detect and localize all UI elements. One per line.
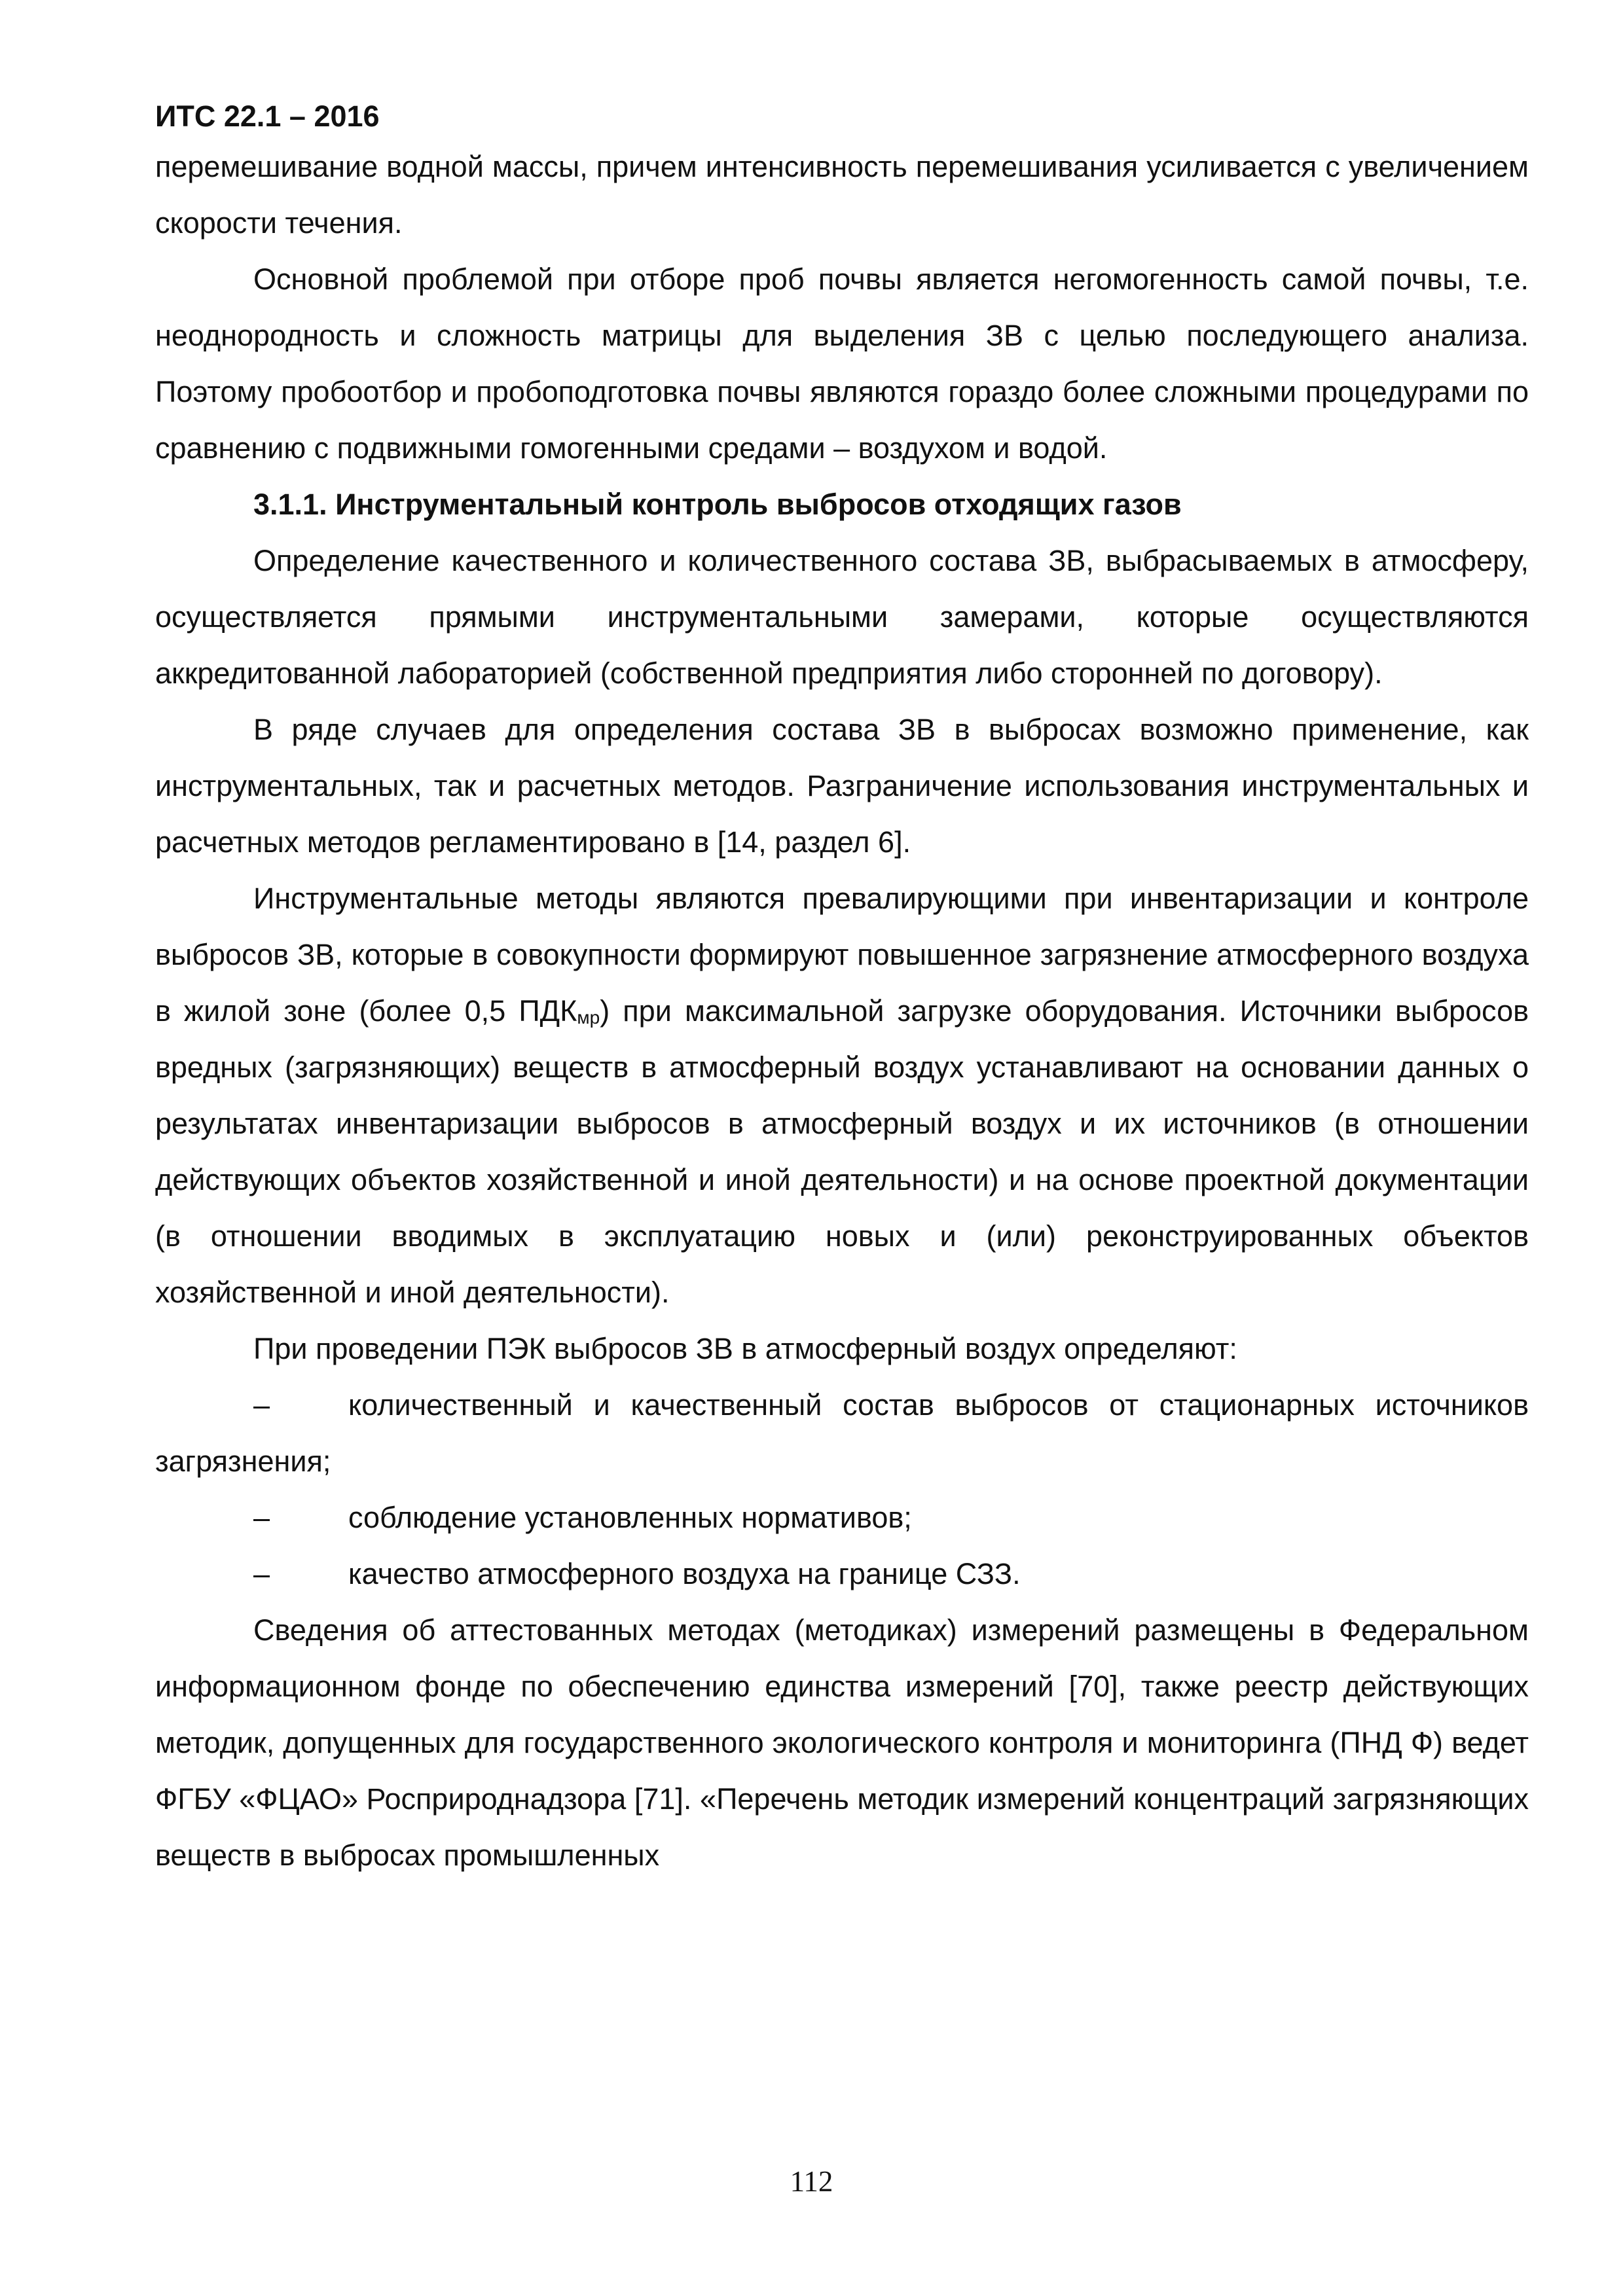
list-dash: – <box>253 1501 270 1534</box>
list-item-text: качество атмосферного воздуха на границе СЗЗ. <box>348 1557 1021 1590</box>
paragraph-instrumental-methods <box>155 870 1529 1321</box>
paragraph-pek-intro: При проведении ПЭК выбросов ЗВ в атмосферный воздух определяют: <box>253 1332 1237 1365</box>
section-heading: 3.1.1. Инструментальный контроль выбросов отходящих газов <box>253 488 1182 521</box>
paragraph-text-part: ) при максимальной загрузке оборудования. Источники выбросов вредных (загрязняющих) веществ в атмосферный воздух устанавливают на основании данных о результатах инвентаризации выбросов в атмосферный воздух и их источников (в отношении действующих объектов хозяйственной и иной деятельности) и на основе проектной документации (в отношении вводимых в эксплуатацию новых и (или) реконструированных объектов хозяйственной и иной деятельности). <box>155 994 1529 1309</box>
list-dash: – <box>253 1388 270 1422</box>
paragraph-composition: Определение качественного и количественного состава ЗВ, выбрасываемых в атмосферу, осуществляется прямыми инструментальными замерами, которые осуществляются аккредитованной лабораторией (собственной предприятия либо сторонней по договору). <box>155 544 1529 690</box>
list-item-text: соблюдение установленных нормативов; <box>348 1501 912 1534</box>
document-id-header: ИТС 22.1 – 2016 <box>155 99 380 133</box>
paragraph-continuation: перемешивание водной массы, причем интенсивность перемешивания усиливается с увеличением скорости течения. <box>155 150 1529 240</box>
page-number: 112 <box>790 2165 833 2198</box>
list-dash: – <box>253 1557 270 1590</box>
document-page <box>155 98 1529 1884</box>
subscript-mr: мр <box>577 1007 600 1028</box>
paragraph-methods-registry: Сведения об аттестованных методах (методиках) измерений размещены в Федеральном информационном фонде по обеспечению единства измерений [70], также реестр действующих методик, допущенных для государственного экологического контроля и мониторинга (ПНД Ф) ведет ФГБУ «ФЦАО» Росприроднадзора [71]. «Перечень методик измерений концентраций загрязняющих веществ в выбросах промышленных <box>155 1613 1529 1872</box>
list-item-text: количественный и качественный состав выбросов от стационарных источников загрязнения; <box>155 1388 1529 1478</box>
list-item <box>155 1546 1529 1602</box>
paragraph-soil-sampling: Основной проблемой при отборе проб почвы является негомогенность самой почвы, т.е. неоднородность и сложность матрицы для выделения ЗВ с целью последующего анализа. Поэтому пробоотбор и пробоподготовка почвы являются гораздо более сложными процедурами по сравнению с подвижными гомогенными средами – воздухом и водой. <box>155 262 1529 465</box>
list-item <box>155 1490 1529 1546</box>
paragraph-text-part: Инструментальные методы являются превалирующими при инвентаризации и контроле выбросов ЗВ, которые в совокупности формируют повышенное загрязнение атмосферного воздуха в жилой зоне (более 0,5 ПДК <box>155 882 1529 1028</box>
paragraph-methods: В ряде случаев для определения состава ЗВ в выбросах возможно применение, как инструментальных, так и расчетных методов. Разграничение использования инструментальных и расчетных методов регламентировано в [14, раздел 6]. <box>155 713 1529 859</box>
list-item <box>155 1377 1529 1490</box>
